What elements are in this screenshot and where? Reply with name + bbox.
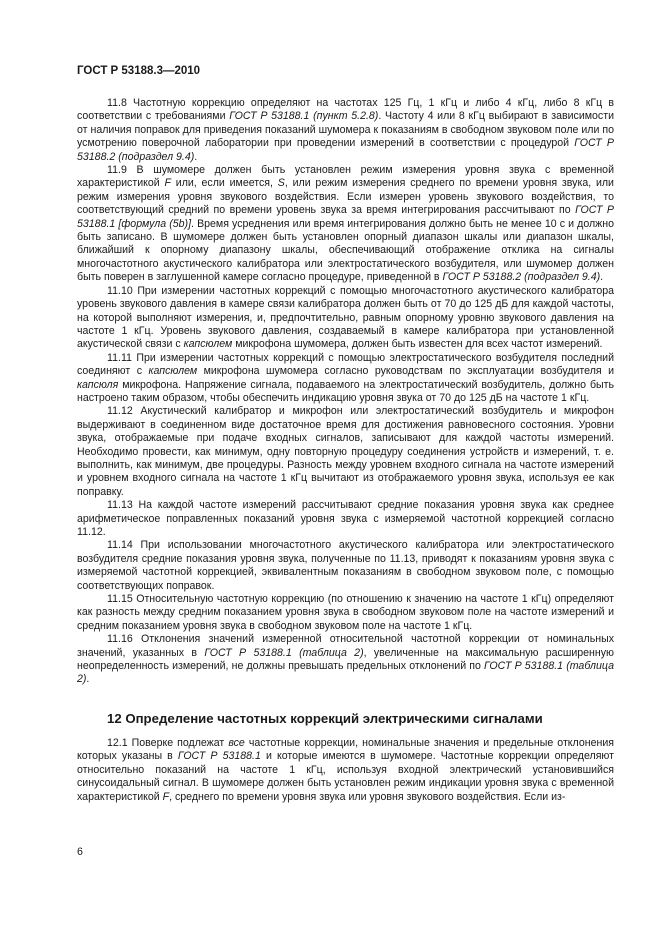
reference-text: ГОСТ Р 53188.1 bbox=[177, 750, 261, 763]
text-run: . Частоту 4 или 8 кГц выбирают в зависимости от наличия поправок для приведения показаний шумомера к показаниям в свободном звуковом поле или по усмотрению поверочной лаборатории при проведении измерений в соответствии с процедурой bbox=[77, 110, 615, 150]
paragraph bbox=[77, 97, 614, 164]
reference-text: ГОСТ Р 53188.2 (подраздел 9.4) bbox=[442, 271, 601, 284]
text-run: , среднего по времени уровня звука или уровня звукового воздействия. Если из- bbox=[169, 790, 566, 803]
reference-text: ГОСТ Р 53188.1 (таблица 2) bbox=[77, 660, 614, 686]
reference-text: капсюля bbox=[77, 378, 119, 391]
reference-text: ГОСТ Р 53188.1 [формула (5b)] bbox=[77, 204, 614, 230]
text-run: . bbox=[86, 673, 90, 686]
reference-text: F bbox=[164, 177, 171, 190]
paragraph bbox=[77, 593, 614, 633]
reference-text: все bbox=[228, 736, 245, 749]
text-run: 11.12 Акустический калибратор и микрофон или электростатический возбудитель и микрофон выдерживают в соединенном виде достаточное время для достижения равновесного состояния. Уровни звука, отображаемые при подаче входных сигналов, записывают для каждой частоты измерений. Необходимо провести, как минимум, одну повторную процедуру соединения устройств и измерений, т. е. выполнить, как минимум, две процедуры. Разность между уровнем входного сигнала на частоте измерений и уровнем входного сигнала на частоте 1 кГц вычитают из отображаемого уровня звука, используя ее как поправку. bbox=[77, 405, 614, 498]
reference-text: ГОСТ Р 53188.1 (пункт 5.2.8) bbox=[229, 110, 379, 123]
paragraph bbox=[77, 633, 614, 687]
section-12 bbox=[77, 737, 614, 804]
text-run: . bbox=[600, 271, 604, 284]
reference-text: капсюлем bbox=[148, 365, 198, 378]
text-run: 12.1 Поверке подлежат bbox=[107, 736, 229, 749]
text-run: микрофона. Напряжение сигнала, подаваемого на электростатический возбудитель, должно быть настроено таким образом, чтобы обеспечить индикацию уровня звука от 70 до 125 дБ на частоте 1 кГц. bbox=[77, 378, 614, 404]
text-run: 11.13 На каждой частоте измерений рассчитывают средние показания уровня звука как среднее арифметическое поправленных показаний уровня звука с измеряемой частотной коррекцией согласно 11.12. bbox=[77, 499, 614, 538]
reference-text: S bbox=[277, 177, 285, 190]
text-run: 11.14 При использовании многочастотного акустического калибратора или электростатического возбудителя средние показания уровня звука, полученные по 11.13, приводят к показаниям уровня звука с измеряемой частотной коррекцией, эквивалентным показаниям в свободном звуковом поле, с помощью соответствующих поправок. bbox=[77, 539, 614, 592]
text-run: 11.9 В шумомере должен быть установлен режим измерения уровня звука с временной характеристикой bbox=[77, 164, 614, 190]
text-run: частотные коррекции, номинальные значения и предельные отклонения которых указаны в bbox=[77, 736, 614, 763]
reference-text: ГОСТ Р 53188.2 (подраздел 9.4) bbox=[77, 137, 614, 163]
text-run: микрофона шумомера согласно руководствам по эксплуатации возбудителя и bbox=[197, 365, 614, 378]
text-run: 11.10 При измерении частотных коррекций с помощью многочастотного акустического калибратора уровень звукового давления в камере связи калибратора должен быть от 70 до 125 дБ для каждой частоты, на которой выполняют измерения, и, предпочтительно, равным опорному уровню звукового давления на частоте 1 кГц. Уровень звукового давления, создаваемый в камере калибратора при установленной акустической связи с bbox=[77, 284, 614, 351]
section-12-heading: 12 Определение частотных коррекций электрическими сигналами bbox=[107, 710, 543, 726]
paragraph bbox=[77, 164, 614, 285]
page-body bbox=[77, 97, 614, 804]
section-11 bbox=[77, 97, 614, 687]
text-run: , или режим измерения среднего по времени уровня звука, или режим измерения уровня звукового воздействия. Если измерен уровень звукового воздействия, то соответствующий средний по времени уровень звука за время интегрирования рассчитывают по bbox=[77, 177, 614, 217]
text-run: 11.16 Отклонения значений измеренной относительной частотной коррекции от номинальных значений, указанных в bbox=[77, 633, 614, 659]
document-header: ГОСТ Р 53188.3—2010 bbox=[77, 65, 201, 77]
text-run: , увеличенные на максимальную расширенную неопределенность измерений, не должны превышать предельных отклонений по bbox=[77, 646, 614, 673]
paragraph bbox=[77, 539, 614, 593]
text-run: 11.11 При измерении частотных коррекций с помощью электростатического возбудителя последний соединяют с bbox=[77, 351, 614, 378]
text-run: . Время усреднения или время интегрирования должно быть не менее 10 с и должно быть записано. В шумомере должен быть установлен опорный диапазон шкалы или диапазон шкалы, ближайший к опорному диапазону шкалы, обеспечивающий отображение отклика на сигналы многочастотного акустического калибратора или электростатического возбудителя, или шумомер должен быть поверен в заглушенной камере согласно процедуре, приведенной в bbox=[77, 217, 614, 284]
text-run: или, если имеется, bbox=[170, 177, 278, 190]
text-run: микрофона шумомера, должен быть известен для всех частот измерений. bbox=[232, 338, 603, 351]
reference-text: ГОСТ Р 53188.1 (таблица 2) bbox=[204, 646, 364, 659]
text-run: 11.15 Относительную частотную коррекцию (по отношению к значению на частоте 1 кГц) определяют как разность между средним показанием уровня звука в свободном звуковом поле на частоте измерений и средним показанием уровня звука в свободном звуковом поле на частоте 1 кГц. bbox=[77, 593, 614, 632]
page-number: 6 bbox=[77, 846, 83, 858]
paragraph bbox=[77, 352, 614, 406]
paragraph bbox=[77, 737, 614, 804]
reference-text: F bbox=[162, 790, 170, 803]
text-run: 11.8 Частотную коррекцию определяют на частотах 125 Гц, 1 кГц и либо 4 кГц, либо 8 кГц в соответствии с требованиями bbox=[77, 97, 614, 123]
paragraph bbox=[77, 285, 614, 352]
text-run: . bbox=[194, 150, 198, 163]
text-run: и которые имеются в шумомере. Частотные коррекции определяют относительно показаний на частоте 1 кГц, используя входной электрический установившийся синусоидальный сигнал. В шумомере должен быть установлен режим индикации уровня звука с временной характеристикой bbox=[77, 750, 614, 803]
paragraph bbox=[77, 405, 614, 499]
paragraph bbox=[77, 499, 614, 539]
reference-text: капсюлем bbox=[183, 338, 233, 351]
